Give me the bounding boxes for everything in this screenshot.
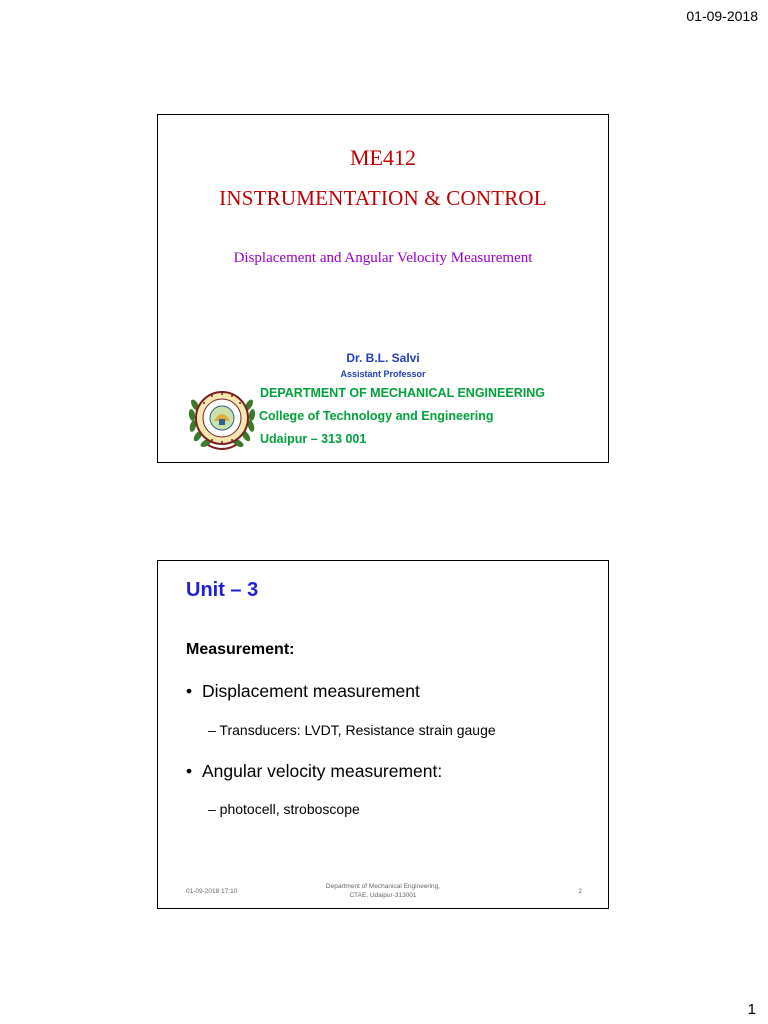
author-name: Dr. B.L. Salvi bbox=[346, 351, 420, 365]
sub-bullet-item: – Transducers: LVDT, Resistance strain gauge bbox=[208, 722, 496, 738]
college-name: College of Technology and Engineering bbox=[259, 409, 494, 423]
slide-footer-institution bbox=[308, 882, 458, 900]
bullet-icon: • bbox=[186, 761, 193, 781]
course-code: ME412 bbox=[350, 145, 416, 170]
lecture-topic: Displacement and Angular Velocity Measurement bbox=[233, 250, 533, 266]
footer-line: CTAE, Udaipur-313001 bbox=[349, 892, 417, 899]
page-number: 1 bbox=[747, 1001, 756, 1018]
unit-title: Unit – 3 bbox=[186, 579, 259, 601]
bullet-text: Angular velocity measurement: bbox=[202, 761, 443, 781]
bullet-item bbox=[186, 761, 442, 782]
bullet-item bbox=[186, 681, 420, 702]
course-title: INSTRUMENTATION & CONTROL bbox=[219, 186, 547, 210]
slide-footer-date: 01-09-2018 17:10 bbox=[186, 888, 238, 895]
author-designation: Assistant Professor bbox=[340, 369, 426, 379]
footer-line: Department of Mechanical Engineering, bbox=[325, 883, 441, 890]
university-seal-icon bbox=[186, 383, 258, 453]
section-heading: Measurement: bbox=[186, 641, 295, 658]
slide-footer-number: 2 bbox=[578, 888, 582, 895]
college-address: Udaipur – 313 001 bbox=[260, 432, 367, 446]
slide-unit-overview bbox=[157, 560, 609, 909]
slide-title bbox=[157, 114, 609, 463]
page-date: 01-09-2018 bbox=[686, 8, 758, 24]
sub-bullet-item: – photocell, stroboscope bbox=[208, 801, 360, 817]
department-name: DEPARTMENT OF MECHANICAL ENGINEERING bbox=[260, 386, 545, 400]
bullet-icon: • bbox=[186, 681, 193, 701]
bullet-text: Displacement measurement bbox=[202, 681, 420, 701]
